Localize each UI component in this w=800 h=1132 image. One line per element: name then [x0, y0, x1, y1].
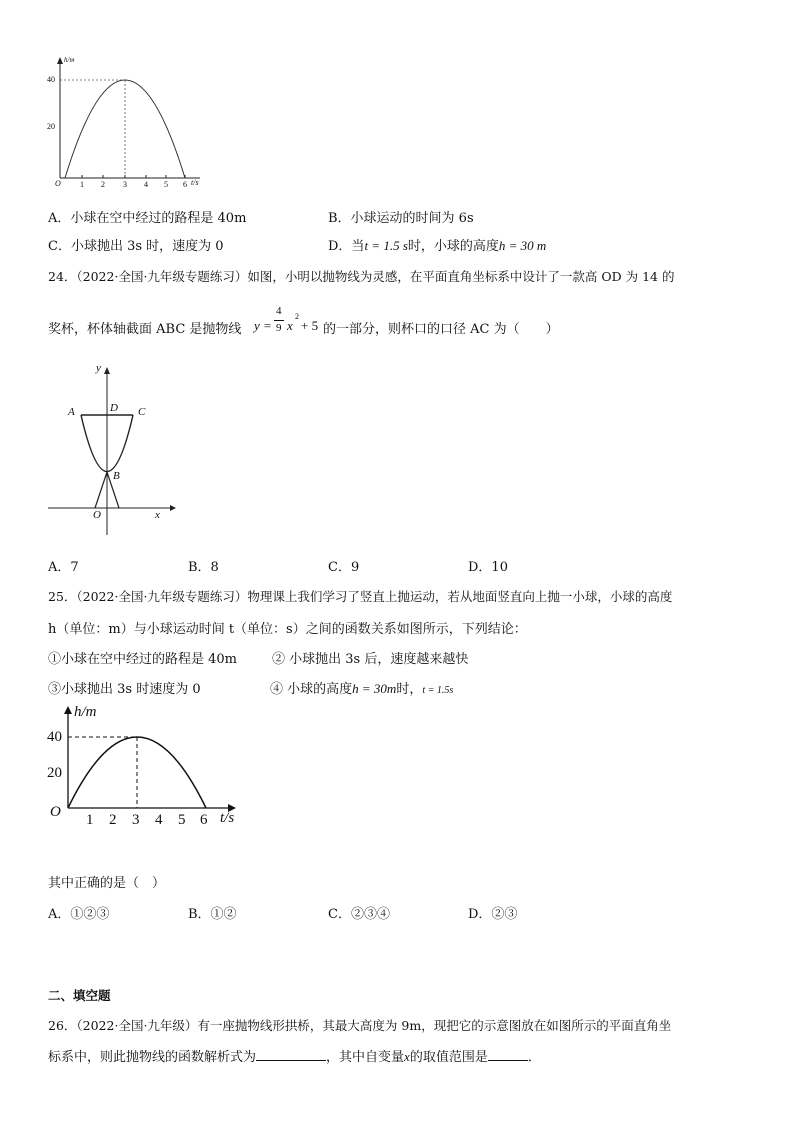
q25-statement-1: ①小球在空中经过的路程是 40m [48, 652, 238, 667]
q26-line2-pre: 标系中，则此抛物线的函数解析式为 [48, 1050, 257, 1065]
q23-d-t: t = 1.5 s [364, 238, 408, 253]
q25-s4-h: h = 30m [352, 681, 397, 696]
q26-blank-2[interactable] [488, 1047, 528, 1061]
q26-line2-post: 的取值范围是 [409, 1050, 488, 1065]
graph-2-y-tick-40: 40 [47, 729, 62, 745]
q25-line1: 25．（2022·全国·九年级专题练习）物理课上我们学习了竖直上抛运动，若从地面竖直向上抛一小球，小球的高度 [48, 589, 673, 604]
q24-line2-pre: 奖杯，杯体轴截面 ABC 是抛物线 [48, 322, 242, 337]
graph-1-x-tick-1: 1 [80, 180, 84, 189]
q25-s4-mid: 时， [396, 682, 423, 697]
graph-1-x-tick-3: 3 [123, 180, 127, 189]
q24-formula-y: y = [254, 318, 272, 333]
graph-2-x-tick-3: 3 [132, 812, 140, 828]
q24-label-d: D [110, 402, 118, 414]
graph-1-x-label: t/s [191, 178, 199, 187]
graph-2-x-tick-4: 4 [155, 812, 163, 828]
graph-2-x-tick-6: 6 [200, 812, 208, 828]
graph-1-y-label: h/m [64, 56, 75, 64]
q26-line2 [48, 1046, 541, 1065]
q25-line2: h（单位：m）与小球运动时间 t（单位：s）之间的函数关系如图所示，下列结论： [48, 622, 527, 637]
section-2-title: 二、填空题 [48, 988, 111, 1003]
q24-formula-num: 4 [276, 305, 282, 317]
q23-d-mid: 时，小球的高度 [407, 239, 499, 254]
q23-option-b[interactable]: B．小球运动的时间为 6s [328, 211, 474, 226]
graph-1-y-tick-40: 40 [47, 75, 55, 84]
graph-1-x-tick-6: 6 [183, 180, 187, 189]
q24-label-c: C [138, 406, 146, 418]
graph-2-x-tick-2: 2 [109, 812, 117, 828]
graph-1-x-tick-4: 4 [144, 180, 148, 189]
q23-d-pre: D．当 [328, 239, 365, 254]
q25-option-a[interactable]: A．①②③ [48, 907, 110, 922]
q26-line1: 26．（2022·全国·九年级）有一座抛物线形拱桥，其最大高度为 9m，现把它的示意图放在如图所示的平面直角坐 [48, 1018, 672, 1033]
q25-statement-2: ② 小球抛出 3s 后，速度越来越快 [272, 652, 469, 667]
q25-s4-t: t = 1.5s [422, 685, 454, 696]
q24-label-y: y [96, 362, 101, 374]
q24-line1: 24．（2022·全国·九年级专题练习）如图，小明以抛物线为灵感，在平面直角坐标系中设计了一款高 OD 为 14 的 [48, 269, 675, 284]
graph-2-y-label: h/m [74, 704, 97, 720]
q25-s4-pre: ④ 小球的高度 [270, 682, 353, 697]
graph-2-x-tick-5: 5 [178, 812, 186, 828]
graph-2-x-tick-1: 1 [86, 812, 94, 828]
graph-2-y-tick-20: 20 [47, 765, 62, 781]
q26-line2-end: ． [527, 1050, 541, 1065]
q25-option-d[interactable]: D．②③ [468, 907, 518, 922]
q25-option-c[interactable]: C．②③④ [328, 907, 390, 922]
q24-formula-den: 9 [276, 322, 282, 334]
q26-line2-mid: ，其中自变量 [326, 1050, 405, 1065]
graph-1-x-tick-5: 5 [164, 180, 168, 189]
q24-line2-post: 的一部分，则杯口的口径 AC 为（ ） [323, 322, 559, 337]
q24-label-o: O [93, 509, 101, 521]
q23-d-h: h = 30 m [498, 238, 547, 253]
q24-option-b[interactable]: B．8 [188, 560, 219, 575]
graph-1-y-tick-20: 20 [47, 122, 55, 131]
graph-1-origin: O [55, 179, 61, 188]
q23-option-c[interactable]: C．小球抛出 3s 时，速度为 0 [48, 239, 224, 254]
q24-formula-x: x [287, 318, 293, 333]
q24-formula-tail: + 5 [301, 318, 319, 333]
q24-label-x: x [155, 509, 160, 521]
q25-option-b[interactable]: B．①② [188, 907, 237, 922]
graph-1-x-tick-2: 2 [101, 180, 105, 189]
graph-2-x-label: t/s [220, 810, 235, 826]
q26-var-x: x [404, 1049, 410, 1064]
q24-label-b: B [113, 470, 120, 482]
q24-formula-exp: 2 [295, 312, 299, 321]
q25-statement-3: ③小球抛出 3s 时速度为 0 [48, 682, 201, 697]
graph-2-origin: O [50, 804, 61, 820]
q26-blank-1[interactable] [256, 1047, 326, 1061]
q24-option-d[interactable]: D．10 [468, 560, 508, 575]
q23-option-a[interactable]: A．小球在空中经过的路程是 40m [48, 211, 247, 226]
q25-question: 其中正确的是（ ） [48, 876, 166, 891]
q24-label-a: A [68, 406, 75, 418]
q24-option-a[interactable]: A．7 [48, 560, 79, 575]
q24-option-c[interactable]: C．9 [328, 560, 360, 575]
